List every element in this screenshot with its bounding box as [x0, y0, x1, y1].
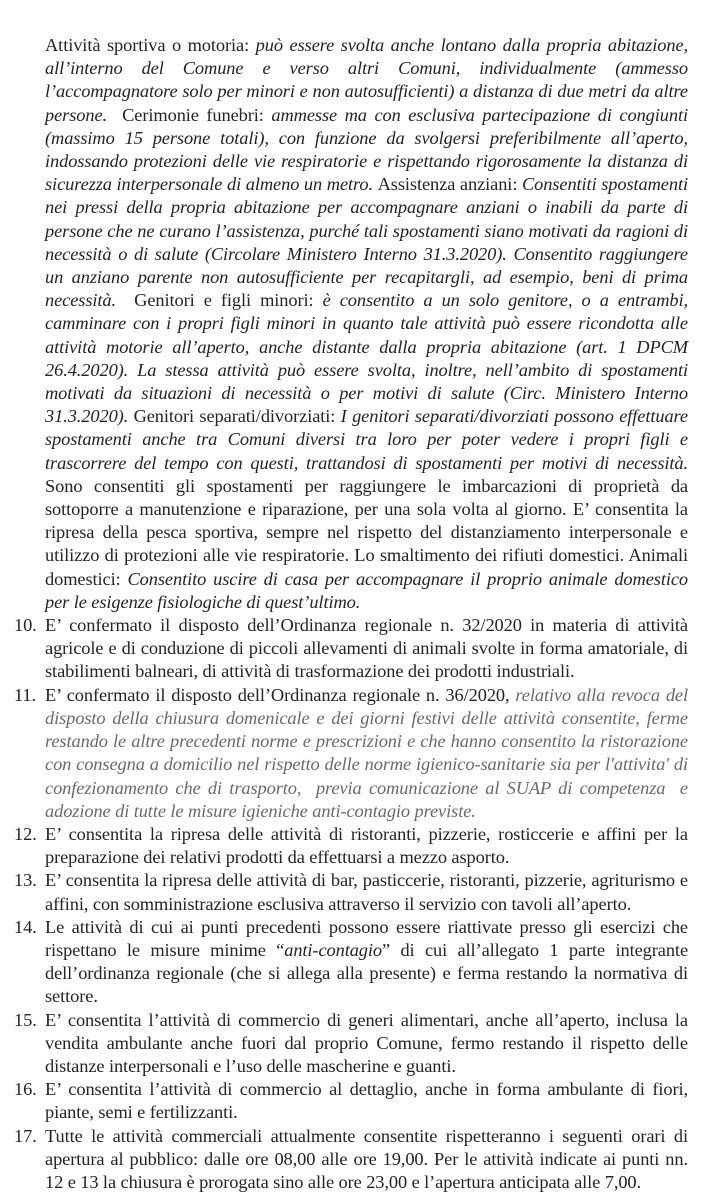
- list-item: [14, 869, 688, 915]
- item-number: 13.: [14, 870, 37, 891]
- text-segment: E’ confermato il disposto dell’Ordinanza regionale n. 32/2020 in materia di attività agricole e di conduzione di piccoli allevamenti di animali svolte in forma amatoriale, di stabilimenti balneari, di attività di trasformazione dei prodotti industriali.: [45, 615, 688, 682]
- list-item: [14, 916, 688, 1009]
- text-segment: può essere svolta anche lontano dalla propria abitazione, all’interno del Comune e verso altri Comuni, individualmente (ammesso l’accompagnatore solo per minori e non autosufficienti) a distanza di due metri da altre persone.: [45, 35, 689, 125]
- paragraph: [14, 34, 688, 614]
- text-segment: ” di cui all’allegato 1 parte integrante dell’ordinanza regionale (che si allega alla presente) e ferma restando la normativa di settore.: [45, 939, 689, 1007]
- item-number: 15.: [14, 1009, 37, 1030]
- item-number: 10.: [14, 615, 37, 636]
- text-segment: Tutte le attività commerciali attualmente consentite rispetteranno i seguenti orari di apertura al pubblico: dalle ore 08,00 alle ore 19,00. Per le attività indicate ai punti nn. 12 e 13 la chiusura è prorogata sino alle ore 23,00 e l’apertura anticipata alle 7,00.: [45, 1125, 688, 1192]
- item-number: 16.: [14, 1079, 37, 1100]
- list-item: [14, 1125, 688, 1194]
- list-item: [14, 684, 688, 823]
- item-number: 12.: [14, 823, 37, 844]
- text-segment: Genitori separati/divorziati:: [133, 406, 341, 427]
- text-segment: Genitori e figli minori:: [134, 290, 323, 311]
- item-number: 14.: [14, 916, 37, 937]
- text-segment: Consentito uscire di casa per accompagnare il proprio animale domestico per le esigenze fisiologiche di quest’ultimo.: [45, 568, 688, 612]
- text-segment: E’ consentita l’attività di commercio al dettaglio, anche in forma ambulante di fiori, piante, semi e fertilizzanti.: [45, 1079, 688, 1123]
- text-segment: Consentiti spostamenti nei pressi della propria abitazione per accompagnare anziani o inabili da parte di persone che ne curano l’assistenza, purché tali spostamenti siano motivati da ragioni di necessità o di salute (Circolare Ministero Interno 31.3.2020). Consentito raggiungere un anziano parente non autosufficiente per recapitargli, ad esempio, beni di prima necessità.: [45, 174, 688, 311]
- text-segment: relativo alla revoca del disposto della chiusura domenicale e dei giorni festivi delle attività consentite, ferme restando le altre precedenti norme e prescrizioni e che hanno consentito la ristorazione con consegna a domicilio nel rispetto delle norme igienico-sanitarie sia per l'attivita' di confezionamento che di trasporto, previa comunicazione al SUAP di competenza e adozione di tutte le misure igieniche anti-contagio previste.: [45, 684, 688, 821]
- item-number: 17.: [14, 1125, 37, 1146]
- item-number: 11.: [14, 684, 37, 705]
- document-body: [14, 34, 688, 1194]
- list-item: [14, 1009, 688, 1079]
- text-segment: Le attività di cui ai punti precedenti possono essere riattivate presso gli esercizi che rispettano le misure minime “: [45, 916, 688, 960]
- text-segment: Sono consentiti gli spostamenti per raggiungere le imbarcazioni di proprietà da sottoporre a manutenzione e riparazione, per una sola volta al giorno. E’ consentita la ripresa della pesca sportiva, sempre nel rispetto del distanziamento interpersonale e utilizzo di protezioni alle vie respiratorie. Lo smaltimento dei rifiuti domestici. Animali domestici:: [45, 475, 688, 589]
- text-segment: E’ consentita la ripresa delle attività di ristoranti, pizzerie, rosticcerie e affini per la preparazione dei relativi prodotti da effettuarsi a mezzo asporto.: [45, 823, 688, 868]
- list-item: [14, 614, 688, 684]
- text-segment: Attività sportiva o motoria:: [45, 35, 256, 55]
- text-segment: E’ consentita l’attività di commercio di generi alimentari, anche all’aperto, inclusa la vendita ambulante anche fuori dal proprio Comune, fermo restando il rispetto delle distanze interpersonali e l’uso delle mascherine e guanti.: [45, 1009, 688, 1076]
- text-segment: Cerimonie funebri:: [122, 104, 272, 125]
- text-segment: I genitori separati/divorziati possono effettuare spostamenti anche tra Comuni diversi tra loro per poter vedere i propri figli e trascorrere del tempo con questi, trattandosi di spostamenti per motivi di necessità.: [45, 406, 688, 473]
- text-segment: anti-contagio: [284, 939, 383, 960]
- list-item: [14, 1078, 688, 1124]
- text-segment: Assistenza anziani:: [377, 174, 522, 195]
- text-segment: ammesse ma con esclusiva partecipazione di congiunti (massimo 15 persone totali), con funzione da svolgersi preferibilmente all’aperto, indossando protezioni delle vie respiratorie e rispettando rigorosamente la distanza di sicurezza interpersonale di almeno un metro.: [45, 104, 688, 195]
- text-segment: E’ consentita la ripresa delle attività di bar, pasticcerie, ristoranti, pizzerie, agriturismo e affini, con somministrazione esclusiva attraverso il servizio con tavoli all’aperto.: [45, 870, 688, 914]
- text-segment: E’ confermato il disposto dell’Ordinanza regionale n. 36/2020,: [45, 684, 516, 705]
- text-segment: è consentito a un solo genitore, o a entrambi, camminare con i propri figli minori in quanto tale attività può essere ricondotta alle attività motorie all’aperto, anche distante dalla propria abitazione (art. 1 DPCM 26.4.2020). La stessa attività può essere svolta, inoltre, nell’ambito di spostamenti motivati da situazioni di necessità o per motivi di salute (Circ. Ministero Interno 31.3.2020).: [45, 290, 688, 427]
- list-item: [14, 823, 688, 869]
